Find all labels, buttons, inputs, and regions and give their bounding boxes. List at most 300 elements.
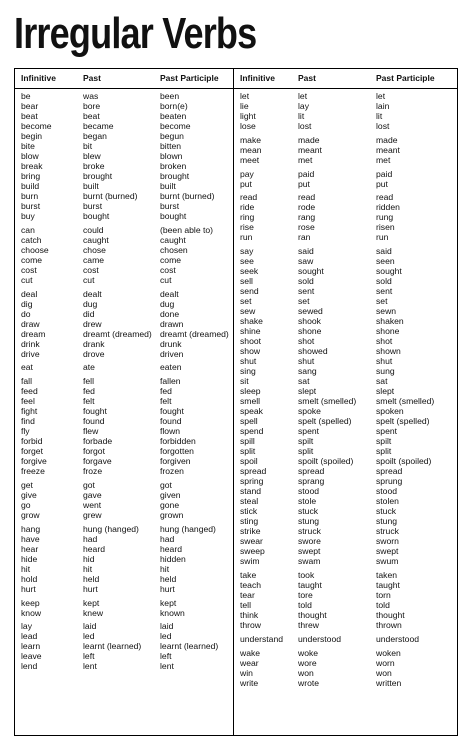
past-cell: ate <box>83 362 95 373</box>
past-cell: set <box>298 296 310 307</box>
past-participle-cell: sold <box>376 276 392 287</box>
past-participle-cell: let <box>376 91 386 101</box>
past-cell: sent <box>298 286 315 297</box>
past-participle-cell: rung <box>376 212 394 223</box>
past-cell: burst <box>83 201 103 211</box>
infinitive-cell: draw <box>21 318 40 329</box>
past-participle-cell: hurt <box>160 583 175 594</box>
past-cell: paid <box>298 168 315 179</box>
past-cell: spread <box>298 466 325 477</box>
past-participle-cell: read <box>376 192 394 203</box>
past-cell: shot <box>298 336 315 347</box>
past-participle-cell: ridden <box>376 202 400 213</box>
infinitive-cell: let <box>240 91 250 101</box>
infinitive-cell: blow <box>21 151 39 161</box>
infinitive-cell: see <box>240 256 254 267</box>
infinitive-cell: bear <box>21 101 39 111</box>
infinitive-cell: keep <box>21 597 40 608</box>
infinitive-cell: set <box>240 296 252 307</box>
past-cell: dealt <box>83 288 102 299</box>
past-cell: rode <box>298 202 316 213</box>
past-participle-cell: meant <box>376 144 400 155</box>
past-cell: rose <box>298 222 315 233</box>
past-participle-cell: put <box>376 178 388 189</box>
past-participle-cell: risen <box>376 222 395 233</box>
infinitive-cell: lose <box>240 121 256 131</box>
past-cell: ran <box>298 232 311 243</box>
past-participle-cell: learnt (learned) <box>160 641 219 652</box>
past-participle-cell: spread <box>376 466 403 477</box>
past-participle-cell: shut <box>376 356 393 367</box>
past-participle-cell: burst <box>160 201 180 211</box>
header-infinitive-right: Infinitive <box>240 73 275 83</box>
past-cell: grew <box>83 510 102 520</box>
past-cell: hid <box>83 553 95 564</box>
past-participle-cell: torn <box>376 590 391 600</box>
past-cell: lent <box>83 661 97 672</box>
past-cell: began <box>83 131 107 141</box>
past-cell: flew <box>83 426 99 437</box>
header-past-left: Past <box>83 73 101 83</box>
infinitive-cell: ride <box>240 202 255 213</box>
infinitive-cell: get <box>21 480 33 490</box>
page-title: Irregular Verbs <box>14 9 257 58</box>
infinitive-cell: run <box>240 232 253 243</box>
past-participle-cell: grown <box>160 510 184 520</box>
past-participle-cell: dreamt (dreamed) <box>160 328 229 339</box>
infinitive-cell: sting <box>240 516 259 527</box>
past-participle-cell: beaten <box>160 111 187 121</box>
past-participle-cell: stood <box>376 486 398 497</box>
past-participle-cell: forbidden <box>160 436 196 447</box>
past-participle-cell: lit <box>376 111 383 121</box>
infinitive-cell: spread <box>240 466 267 477</box>
past-cell: met <box>298 154 313 165</box>
past-participle-cell: driven <box>160 348 184 359</box>
past-participle-cell: shown <box>376 346 401 357</box>
past-participle-cell: struck <box>376 526 399 537</box>
past-cell: read <box>298 192 316 203</box>
infinitive-cell: drive <box>21 348 40 359</box>
past-participle-cell: written <box>376 677 402 688</box>
infinitive-cell: sew <box>240 306 256 317</box>
past-cell: swept <box>298 546 321 557</box>
past-cell: stole <box>298 496 317 507</box>
infinitive-cell: win <box>240 667 253 678</box>
past-cell: swore <box>298 536 321 547</box>
past-participle-cell: shaken <box>376 316 404 327</box>
past-participle-cell: found <box>160 416 182 427</box>
past-participle-cell: shot <box>376 336 393 347</box>
past-cell: spoilt (spoiled) <box>298 456 354 467</box>
past-participle-cell: gone <box>160 500 180 510</box>
past-cell: beat <box>83 111 100 121</box>
past-participle-cell: lost <box>376 121 390 131</box>
past-cell: thought <box>298 610 327 620</box>
past-cell: lay <box>298 101 309 111</box>
past-participle-cell: told <box>376 600 390 610</box>
infinitive-cell: hear <box>21 543 39 554</box>
infinitive-cell: lead <box>21 631 38 642</box>
past-cell: saw <box>298 256 314 267</box>
past-participle-cell: hung (hanged) <box>160 523 216 534</box>
infinitive-cell: sell <box>240 276 253 287</box>
past-cell: was <box>83 91 99 101</box>
infinitive-cell: freeze <box>21 466 45 477</box>
past-cell: slept <box>298 386 317 397</box>
past-cell: told <box>298 600 312 610</box>
past-cell: sewed <box>298 306 323 317</box>
past-participle-cell: thrown <box>376 620 402 630</box>
infinitive-cell: wear <box>240 657 259 668</box>
past-cell: burnt (burned) <box>83 191 138 201</box>
infinitive-cell: seek <box>240 266 259 277</box>
past-cell: dreamt (dreamed) <box>83 328 152 339</box>
infinitive-cell: pay <box>240 168 254 179</box>
infinitive-cell: come <box>21 254 43 265</box>
past-participle-cell: held <box>160 573 177 584</box>
past-cell: split <box>298 446 314 457</box>
past-participle-cell: cut <box>160 274 172 285</box>
past-cell: fed <box>83 386 95 397</box>
past-participle-cell: burnt (burned) <box>160 191 215 201</box>
past-cell: came <box>83 254 105 265</box>
infinitive-cell: speak <box>240 406 263 417</box>
header-past-participle-right: Past Participle <box>376 73 435 83</box>
past-cell: forgave <box>83 456 112 467</box>
infinitive-cell: shake <box>240 316 263 327</box>
past-cell: took <box>298 570 315 580</box>
past-participle-cell: frozen <box>160 466 184 477</box>
infinitive-cell: tell <box>240 600 251 610</box>
infinitive-cell: be <box>21 91 31 101</box>
header-infinitive-left: Infinitive <box>21 73 56 83</box>
past-cell: gave <box>83 490 102 500</box>
past-participle-cell: taught <box>376 580 400 590</box>
past-cell: lit <box>298 111 305 121</box>
past-cell: laid <box>83 621 97 632</box>
past-participle-cell: spoilt (spoiled) <box>376 456 432 467</box>
past-participle-cell: kept <box>160 597 177 608</box>
past-cell: drew <box>83 318 102 329</box>
past-participle-cell: spoken <box>376 406 404 417</box>
infinitive-cell: strike <box>240 526 261 537</box>
infinitive-cell: hit <box>21 563 31 574</box>
past-participle-cell: set <box>376 296 388 307</box>
infinitive-cell: hide <box>21 553 38 564</box>
past-participle-cell: seen <box>376 256 395 267</box>
past-cell: brought <box>83 171 113 181</box>
past-cell: went <box>83 500 102 510</box>
past-participle-cell: hidden <box>160 553 186 564</box>
past-participle-cell: met <box>376 154 391 165</box>
past-participle-cell: lent <box>160 661 174 672</box>
infinitive-cell: feed <box>21 386 38 397</box>
infinitive-cell: smell <box>240 396 261 407</box>
infinitive-cell: begin <box>21 131 43 141</box>
infinitive-cell: become <box>21 121 52 131</box>
past-cell: hung (hanged) <box>83 523 139 534</box>
infinitive-cell: cut <box>21 274 33 285</box>
infinitive-cell: spend <box>240 426 264 437</box>
past-cell: won <box>298 667 314 678</box>
past-participle-cell: made <box>376 134 398 145</box>
past-participle-cell: fallen <box>160 376 181 387</box>
infinitive-cell: make <box>240 134 262 145</box>
past-cell: found <box>83 416 105 427</box>
past-cell: bit <box>83 141 93 151</box>
infinitive-cell: understand <box>240 633 284 644</box>
past-cell: rang <box>298 212 316 223</box>
past-participle-cell: run <box>376 232 389 243</box>
past-cell: wrote <box>298 677 320 688</box>
past-participle-cell: had <box>160 533 175 544</box>
past-cell: put <box>298 178 310 189</box>
past-participle-cell: become <box>160 121 191 131</box>
infinitive-cell: swear <box>240 536 263 547</box>
infinitive-cell: throw <box>240 620 262 630</box>
past-participle-cell: stuck <box>376 506 397 517</box>
infinitive-cell: bring <box>21 171 41 181</box>
past-cell: learnt (learned) <box>83 641 142 652</box>
past-cell: blew <box>83 151 101 161</box>
past-participle-cell: begun <box>160 131 184 141</box>
infinitive-cell: shut <box>240 356 257 367</box>
past-cell: did <box>83 308 95 319</box>
infinitive-cell: catch <box>21 234 42 245</box>
past-participle-cell: (been able to) <box>160 224 214 235</box>
past-cell: showed <box>298 346 328 357</box>
past-participle-cell: thought <box>376 610 405 620</box>
past-cell: stung <box>298 516 320 527</box>
past-participle-cell: sought <box>376 266 402 277</box>
infinitive-cell: hold <box>21 573 38 584</box>
past-participle-cell: dealt <box>160 288 179 299</box>
past-cell: shone <box>298 326 322 337</box>
infinitive-cell: buy <box>21 211 35 221</box>
past-participle-cell: worn <box>376 657 395 668</box>
past-participle-cell: split <box>376 446 392 457</box>
past-cell: swam <box>298 556 321 567</box>
infinitive-cell: write <box>240 677 259 688</box>
past-cell: spent <box>298 426 320 437</box>
past-participle-cell: laid <box>160 621 174 632</box>
past-participle-cell: bitten <box>160 141 182 151</box>
past-participle-cell: hit <box>160 563 170 574</box>
past-cell: tore <box>298 590 313 600</box>
infinitive-cell: feel <box>21 396 35 407</box>
past-cell: caught <box>83 234 109 245</box>
infinitive-cell: lend <box>21 661 38 672</box>
column-divider <box>233 69 234 735</box>
infinitive-cell: show <box>240 346 261 357</box>
infinitive-cell: dig <box>21 298 33 309</box>
infinitive-cell: know <box>21 607 42 618</box>
infinitive-cell: lay <box>21 621 32 632</box>
infinitive-cell: fly <box>21 426 30 437</box>
infinitive-cell: send <box>240 286 259 297</box>
past-participle-cell: caught <box>160 234 186 245</box>
infinitive-cell: spoil <box>240 456 258 467</box>
infinitive-cell: beat <box>21 111 38 121</box>
infinitive-cell: bite <box>21 141 35 151</box>
past-cell: built <box>83 181 99 191</box>
past-cell: heard <box>83 543 105 554</box>
past-participle-cell: come <box>160 254 182 265</box>
past-participle-cell: sung <box>376 366 395 377</box>
infinitive-cell: eat <box>21 362 33 373</box>
past-cell: made <box>298 134 320 145</box>
past-participle-cell: left <box>160 651 172 662</box>
past-participle-cell: swept <box>376 546 399 557</box>
past-cell: let <box>298 91 308 101</box>
past-participle-cell: blown <box>160 151 183 161</box>
past-participle-cell: heard <box>160 543 182 554</box>
past-cell: dug <box>83 298 98 309</box>
infinitive-cell: find <box>21 416 35 427</box>
past-cell: sprang <box>298 476 325 487</box>
infinitive-cell: hang <box>21 523 41 534</box>
infinitive-cell: dream <box>21 328 46 339</box>
infinitive-cell: sit <box>240 376 249 387</box>
infinitive-cell: sweep <box>240 546 265 557</box>
past-cell: felt <box>83 396 95 407</box>
infinitive-cell: fall <box>21 376 32 387</box>
past-cell: smelt (smelled) <box>298 396 357 407</box>
past-participle-cell: brought <box>160 171 190 181</box>
infinitive-cell: drink <box>21 338 40 349</box>
infinitive-cell: have <box>21 533 40 544</box>
infinitive-cell: can <box>21 224 35 235</box>
past-cell: spoke <box>298 406 321 417</box>
past-participle-cell: felt <box>160 396 172 407</box>
infinitive-cell: sing <box>240 366 256 377</box>
infinitive-cell: choose <box>21 244 49 255</box>
past-cell: froze <box>83 466 103 477</box>
infinitive-cell: put <box>240 178 252 189</box>
past-cell: hurt <box>83 583 98 594</box>
infinitive-cell: go <box>21 500 31 510</box>
past-cell: bought <box>83 211 110 221</box>
past-cell: struck <box>298 526 321 537</box>
past-participle-cell: sent <box>376 286 393 297</box>
past-cell: led <box>83 631 95 642</box>
past-participle-cell: shone <box>376 326 400 337</box>
infinitive-cell: ring <box>240 212 255 223</box>
past-cell: understood <box>298 633 342 644</box>
past-participle-cell: known <box>160 607 185 618</box>
past-participle-cell: given <box>160 490 181 500</box>
past-cell: got <box>83 480 95 490</box>
infinitive-cell: deal <box>21 288 38 299</box>
past-participle-cell: chosen <box>160 244 188 255</box>
past-cell: stuck <box>298 506 319 517</box>
past-participle-cell: flown <box>160 426 181 437</box>
past-participle-cell: said <box>376 246 392 257</box>
infinitive-cell: swim <box>240 556 260 567</box>
past-cell: forgot <box>83 446 105 457</box>
past-cell: woke <box>298 647 319 658</box>
past-participle-cell: spelt (spelled) <box>376 416 430 427</box>
past-participle-cell: eaten <box>160 362 182 373</box>
infinitive-cell: hurt <box>21 583 36 594</box>
past-cell: sought <box>298 266 324 277</box>
past-participle-cell: smelt (smelled) <box>376 396 435 407</box>
infinitive-cell: burst <box>21 201 41 211</box>
past-participle-cell: done <box>160 308 180 319</box>
past-cell: stood <box>298 486 320 497</box>
past-cell: cost <box>83 264 99 275</box>
infinitive-cell: build <box>21 181 40 191</box>
past-participle-cell: broken <box>160 161 187 171</box>
past-participle-cell: woken <box>376 647 401 658</box>
infinitive-cell: sleep <box>240 386 261 397</box>
past-cell: shook <box>298 316 321 327</box>
infinitive-cell: steal <box>240 496 259 507</box>
past-cell: sang <box>298 366 317 377</box>
past-cell: could <box>83 224 104 235</box>
past-cell: spelt (spelled) <box>298 416 352 427</box>
infinitive-cell: take <box>240 570 257 580</box>
infinitive-cell: stick <box>240 506 258 517</box>
past-participle-cell: paid <box>376 168 393 179</box>
past-participle-cell: fed <box>160 386 172 397</box>
past-cell: became <box>83 121 114 131</box>
past-cell: drank <box>83 338 105 349</box>
header-past-participle-left: Past Participle <box>160 73 219 83</box>
past-cell: meant <box>298 144 322 155</box>
past-cell: knew <box>83 607 104 618</box>
past-cell: chose <box>83 244 106 255</box>
past-cell: threw <box>298 620 320 630</box>
infinitive-cell: spring <box>240 476 264 487</box>
infinitive-cell: mean <box>240 144 262 155</box>
infinitive-cell: read <box>240 192 258 203</box>
past-participle-cell: dug <box>160 298 175 309</box>
infinitive-cell: cost <box>21 264 37 275</box>
infinitive-cell: shoot <box>240 336 262 347</box>
infinitive-cell: stand <box>240 486 262 497</box>
infinitive-cell: forget <box>21 446 43 457</box>
past-cell: forbade <box>83 436 113 447</box>
infinitive-cell: forbid <box>21 436 43 447</box>
past-cell: said <box>298 246 314 257</box>
infinitive-cell: split <box>240 446 256 457</box>
past-participle-cell: been <box>160 91 180 101</box>
infinitive-cell: meet <box>240 154 260 165</box>
past-cell: had <box>83 533 98 544</box>
past-participle-cell: sprung <box>376 476 403 487</box>
past-cell: spilt <box>298 436 314 447</box>
infinitive-cell: teach <box>240 580 262 590</box>
past-participle-cell: lain <box>376 101 390 111</box>
infinitive-cell: think <box>240 610 259 620</box>
past-participle-cell: drawn <box>160 318 184 329</box>
past-cell: taught <box>298 580 322 590</box>
infinitive-cell: burn <box>21 191 39 201</box>
table-header <box>15 69 457 89</box>
past-cell: sat <box>298 376 310 387</box>
past-participle-cell: taken <box>376 570 398 580</box>
past-participle-cell: understood <box>376 633 420 644</box>
infinitive-cell: rise <box>240 222 254 233</box>
past-cell: broke <box>83 161 105 171</box>
past-participle-cell: stung <box>376 516 398 527</box>
past-cell: sold <box>298 276 314 287</box>
past-participle-cell: forgiven <box>160 456 191 467</box>
past-participle-cell: built <box>160 181 176 191</box>
past-participle-cell: cost <box>160 264 176 275</box>
